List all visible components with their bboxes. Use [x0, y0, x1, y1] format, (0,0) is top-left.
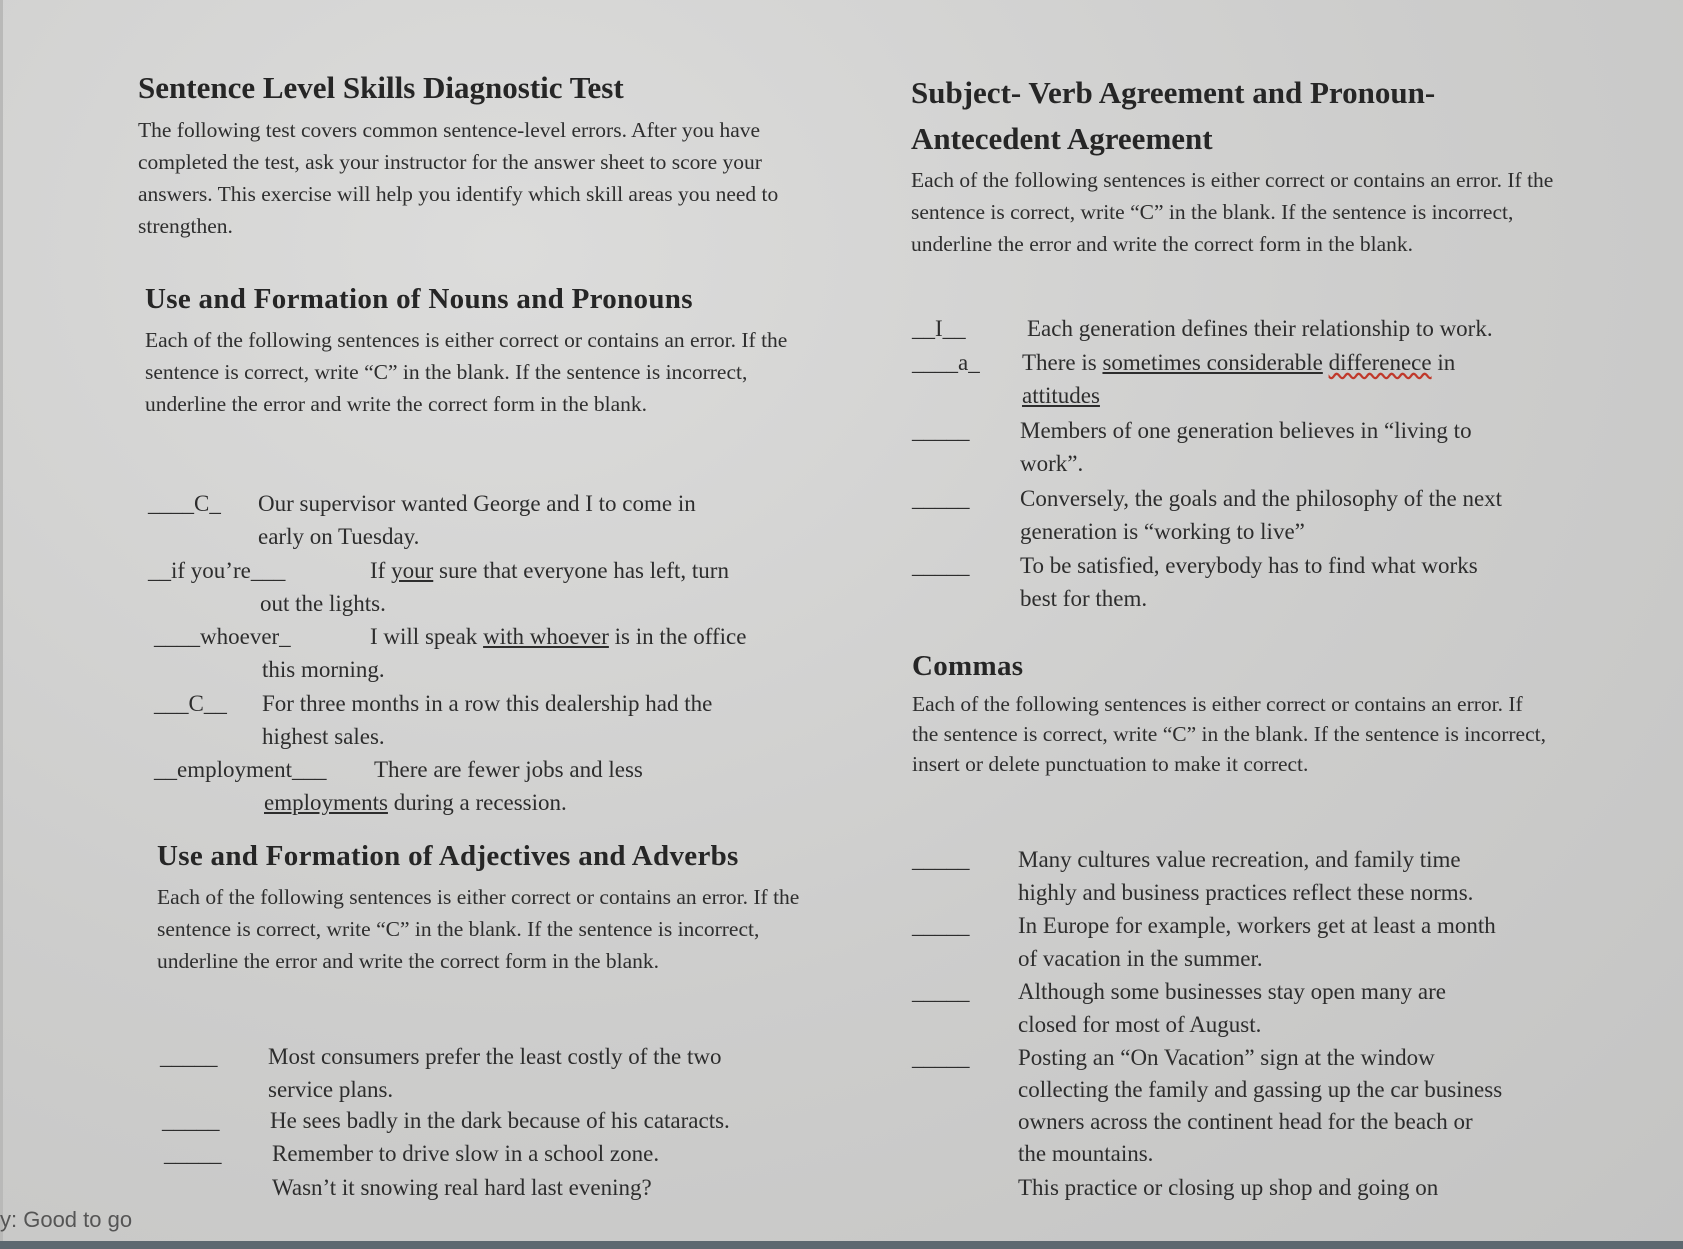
- answer-blank[interactable]: _____: [912, 847, 970, 872]
- sentence-line: Members of one generation believes in “living to: [1020, 418, 1472, 443]
- nouns-instructions: Each of the following sentences is either correct or contains an error. If the sentence is correct, write “C” in the blank. If the sentence is incorrect, underline the error and write the correct form in the blank.: [145, 328, 788, 416]
- sentence-line: Many cultures value recreation, and family time: [1018, 847, 1461, 872]
- sentence-line: Each generation defines their relationship to work.: [1027, 316, 1493, 341]
- commas-section: [912, 650, 1612, 779]
- sentence-line: Remember to drive slow in a school zone.: [272, 1141, 660, 1166]
- adjectives-heading: Use and Formation of Adjectives and Adverbs: [157, 840, 739, 872]
- sentence-line: Posting an “On Vacation” sign at the window: [1018, 1045, 1435, 1070]
- sentence-line: generation is “working to live”: [1020, 519, 1305, 544]
- sentence-line: [370, 620, 746, 653]
- sentence-line: closed for most of August.: [1018, 1012, 1262, 1037]
- adjectives-section: [157, 840, 837, 977]
- underlined-error: with whoever: [483, 624, 609, 649]
- nouns-heading: Use and Formation of Nouns and Pronouns: [145, 283, 693, 315]
- answer-blank[interactable]: __employment___: [154, 757, 327, 782]
- sentence-text: I will speak: [370, 624, 484, 649]
- status-text: y: Good to go: [0, 1207, 133, 1232]
- sentence-line: Although some businesses stay open many are: [1018, 979, 1446, 1004]
- sentence-line: This practice or closing up shop and going on: [1018, 1175, 1439, 1200]
- sentence-text: during a recession.: [387, 790, 567, 815]
- commas-instructions: Each of the following sentences is either correct or contains an error. If the sentence is correct, write “C” in the blank. If the sentence is incorrect, insert or delete punctuation to make it correct.: [912, 692, 1546, 776]
- sentence-line: owners across the continent head for the beach or: [1018, 1109, 1473, 1134]
- sentence-line: best for them.: [1020, 586, 1148, 611]
- underlined-error: your: [391, 558, 434, 583]
- sentence-text: sure that everyone has left, turn: [433, 558, 729, 583]
- sentence-line: [370, 554, 729, 587]
- sentence-text: is in the office: [608, 624, 747, 649]
- answer-blank[interactable]: ____C_: [148, 491, 221, 516]
- misspelled-word: differenece: [1328, 350, 1432, 375]
- sentence-line: out the lights.: [260, 591, 386, 616]
- sentence-line: work”.: [1020, 451, 1084, 476]
- sentence-line: [264, 786, 567, 819]
- answer-blank[interactable]: ____whoever_: [154, 624, 291, 649]
- sentence-line: early on Tuesday.: [258, 524, 420, 549]
- sentence-line: of vacation in the summer.: [1018, 946, 1263, 971]
- agreement-section: [911, 70, 1611, 260]
- answer-blank[interactable]: _____: [912, 1045, 970, 1070]
- sentence-line: collecting the family and gassing up the car business: [1018, 1077, 1503, 1102]
- page-title: Sentence Level Skills Diagnostic Test: [138, 70, 624, 105]
- sentence-line: There are fewer jobs and less: [374, 757, 643, 782]
- adjectives-instructions: Each of the following sentences is either correct or contains an error. If the sentence is correct, write “C” in the blank. If the sentence is incorrect, underline the error and write the correct form in the blank.: [157, 885, 800, 973]
- answer-blank[interactable]: _____: [162, 1108, 220, 1133]
- answer-blank[interactable]: _____: [912, 418, 970, 443]
- answer-blank[interactable]: __if you’re___: [148, 558, 286, 583]
- answer-blank[interactable]: _____: [912, 553, 970, 578]
- answer-blank[interactable]: _____: [912, 486, 970, 511]
- underlined-error: employments: [264, 790, 388, 815]
- sentence-text: There is: [1022, 350, 1103, 375]
- answer-blank[interactable]: _____: [160, 1044, 218, 1069]
- sentence-line: the mountains.: [1018, 1141, 1154, 1166]
- answer-blank[interactable]: _____: [164, 1141, 222, 1166]
- answer-blank[interactable]: ___C__: [154, 691, 227, 716]
- sentence-line: To be satisfied, everybody has to find what works: [1020, 553, 1478, 578]
- sentence-line: Our supervisor wanted George and I to come in: [258, 491, 696, 516]
- answer-blank[interactable]: _____: [912, 913, 970, 938]
- sentence-line: highest sales.: [262, 724, 385, 749]
- sentence-line: Wasn’t it snowing real hard last evening?: [272, 1175, 652, 1200]
- taskbar-strip: [0, 1241, 1683, 1249]
- agreement-instructions: Each of the following sentences is either correct or contains an error. If the sentence is correct, write “C” in the blank. If the sentence is incorrect, underline the error and write the correct form in the blank.: [911, 168, 1554, 256]
- commas-heading: Commas: [912, 650, 1024, 682]
- answer-blank[interactable]: ____a_: [912, 350, 980, 375]
- answer-blank[interactable]: __I__: [912, 316, 966, 341]
- sentence-line: highly and business practices reflect these norms.: [1018, 880, 1474, 905]
- nouns-section: [145, 283, 825, 420]
- sentence-line: [1022, 346, 1455, 379]
- answer-blank[interactable]: _____: [912, 979, 970, 1004]
- sentence-line: He sees badly in the dark because of his cataracts.: [270, 1108, 730, 1133]
- sentence-line: In Europe for example, workers get at least a month: [1018, 913, 1496, 938]
- sentence-text: in: [1431, 350, 1456, 375]
- underlined-error: sometimes considerable: [1102, 350, 1323, 375]
- agreement-heading-line2: Antecedent Agreement: [911, 121, 1213, 156]
- sentence-line: this morning.: [262, 657, 385, 682]
- sentence-line: service plans.: [268, 1077, 394, 1102]
- agreement-heading-line1: Subject- Verb Agreement and Pronoun-: [911, 75, 1436, 110]
- test-intro: The following test covers common sentence-level errors. After you have completed the test, ask your instructor for the answer sheet to score your answers. This exercise will help you identify which skill areas you need to strengthen.: [138, 118, 779, 238]
- screen-edge: [0, 0, 3, 1249]
- sentence-text: If: [370, 558, 392, 583]
- left-column: [138, 70, 818, 242]
- sentence-line: Conversely, the goals and the philosophy of the next: [1020, 486, 1503, 511]
- sentence-line: Most consumers prefer the least costly of the two: [268, 1044, 722, 1069]
- sentence-line: For three months in a row this dealership had the: [262, 691, 713, 716]
- sentence-line: attitudes: [1022, 383, 1100, 408]
